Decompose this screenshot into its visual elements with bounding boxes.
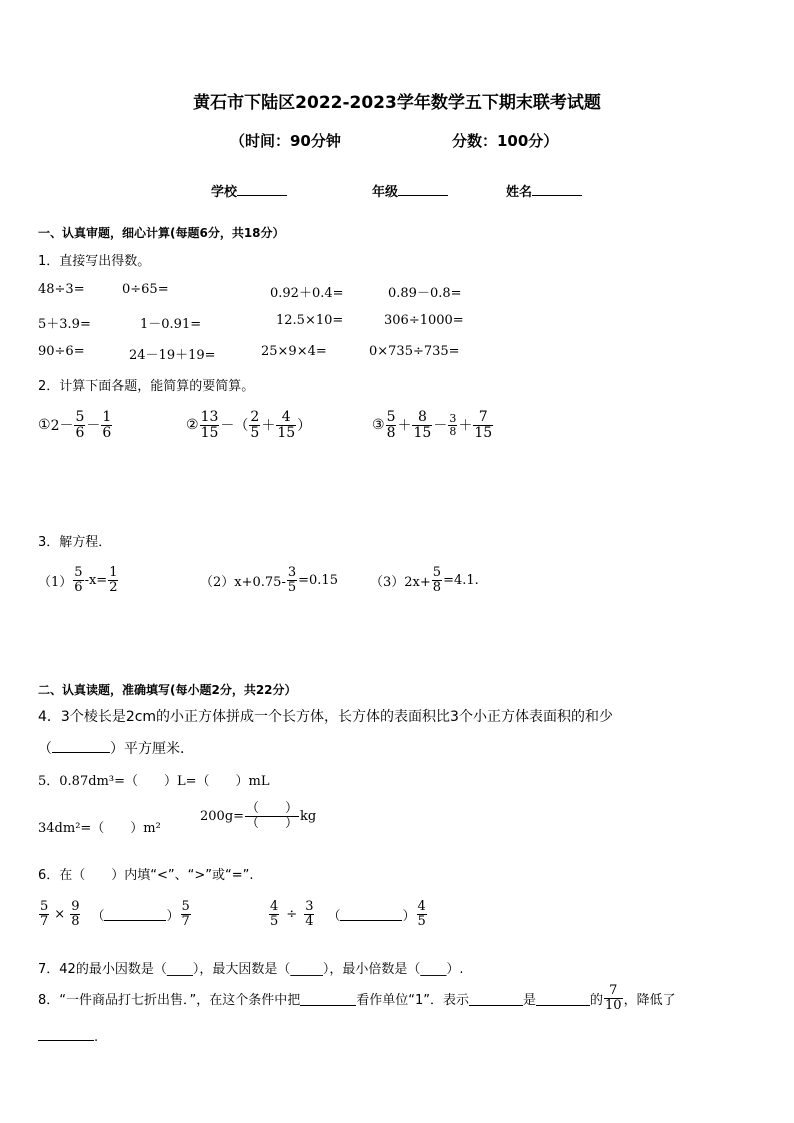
calc-item: 12.5×10= xyxy=(276,313,344,328)
fraction xyxy=(39,900,49,928)
operator-text: ＋ xyxy=(397,418,412,435)
q3-label: 3．解方程． xyxy=(38,535,112,550)
numerator: 5 xyxy=(432,565,442,580)
calc-item: 25×9×4= xyxy=(261,344,327,359)
fraction xyxy=(417,900,427,928)
paren-close: ） xyxy=(166,908,180,924)
q6-comparison-2 xyxy=(268,900,428,928)
numerator: 4 xyxy=(281,409,291,425)
calc-item: 5＋3.9= xyxy=(38,317,91,332)
equation-text: =4.1. xyxy=(443,572,479,588)
paren-open: （ xyxy=(38,741,52,757)
q5-weight-conversion xyxy=(200,802,316,830)
paren-close: ） xyxy=(402,908,416,924)
equation-prefix: （1） xyxy=(38,574,73,590)
grade-blank[interactable] xyxy=(398,194,448,196)
denominator: 10 xyxy=(605,997,622,1013)
answer-blank[interactable] xyxy=(300,1004,356,1006)
answer-blank[interactable] xyxy=(38,1039,94,1041)
compare-blank[interactable] xyxy=(340,919,402,921)
answer-blank[interactable] xyxy=(52,751,110,753)
numerator: 5 xyxy=(386,409,396,425)
numerator: 3 xyxy=(305,899,314,914)
operator-text: －（ xyxy=(220,418,249,435)
operator-text: 2－ xyxy=(50,418,74,435)
q8-text: ，降低了 xyxy=(623,992,676,1008)
circle-number-1: ① xyxy=(38,417,51,434)
equation-prefix: （3）2x+ xyxy=(370,574,431,590)
fraction xyxy=(386,410,397,440)
numerator: 4 xyxy=(417,899,426,914)
numerator: 5 xyxy=(40,899,49,914)
q4-unit-text: ）平方厘米． xyxy=(110,741,194,757)
fraction xyxy=(412,410,432,440)
fraction xyxy=(200,410,220,440)
numerator: 8 xyxy=(417,409,427,425)
fraction xyxy=(448,413,457,437)
grade-field xyxy=(372,181,448,200)
denominator: 8 xyxy=(432,579,442,595)
name-label: 姓名 xyxy=(506,185,533,200)
denominator: 15 xyxy=(277,424,296,441)
numerator: 3 xyxy=(287,565,297,580)
calc-item: 48÷3= xyxy=(38,282,85,297)
operator-text: ÷ xyxy=(286,906,298,922)
equation-text: 200g= xyxy=(200,808,245,824)
q2-label: 2．计算下面各题，能简算的要简算。 xyxy=(38,379,255,394)
calc-item: 306÷1000= xyxy=(384,313,464,328)
q6-comparison-1 xyxy=(38,900,192,928)
fraction xyxy=(276,410,296,440)
denominator: 6 xyxy=(102,424,112,441)
denominator: 5 xyxy=(250,424,260,441)
denominator: 6 xyxy=(74,579,83,595)
answer-blank[interactable] xyxy=(469,1004,523,1006)
paren-open: （ xyxy=(327,908,341,924)
equation-text: =0.15 xyxy=(298,572,338,588)
denominator: 4 xyxy=(305,913,314,929)
denominator: 2 xyxy=(109,579,118,595)
numerator: 13 xyxy=(200,409,219,425)
operator-text: － xyxy=(86,418,101,435)
circle-number-2: ② xyxy=(186,417,199,434)
denominator: 7 xyxy=(181,913,190,929)
name-field xyxy=(506,181,582,200)
numerator: 1 xyxy=(102,409,112,425)
school-blank[interactable] xyxy=(237,194,287,196)
denominator: 8 xyxy=(71,913,80,929)
denominator-blank[interactable]: （ ） xyxy=(246,815,299,831)
school-field xyxy=(211,181,287,200)
paren-open: （ xyxy=(91,908,105,924)
q8-text: 8．“一件商品打七折出售．”，在这个条件中把 xyxy=(38,992,301,1008)
fraction xyxy=(181,900,191,928)
fraction xyxy=(473,410,493,440)
equation-text: -x= xyxy=(84,572,108,588)
numerator: 1 xyxy=(109,565,118,580)
numerator: 7 xyxy=(609,983,618,998)
time-label: （时间：90分钟 xyxy=(230,132,341,150)
denominator: 8 xyxy=(386,424,396,441)
numerator: 4 xyxy=(270,899,279,914)
numerator-blank[interactable]: （ ） xyxy=(246,801,299,816)
denominator: 7 xyxy=(40,913,49,929)
q2-expression-1 xyxy=(38,410,113,440)
denominator: 5 xyxy=(287,579,297,595)
operator-text: × xyxy=(54,906,66,922)
equation-2 xyxy=(200,566,338,594)
calc-item: 0×735÷735= xyxy=(369,344,460,359)
operator-text: － xyxy=(433,418,448,435)
fraction xyxy=(108,566,118,594)
denominator: 5 xyxy=(270,913,279,929)
numerator: 5 xyxy=(74,565,83,580)
answer-blank[interactable] xyxy=(536,1004,590,1006)
numerator: 2 xyxy=(250,409,260,425)
q5-line-1: 5．0.87dm³=（ ）L=（ ）mL xyxy=(38,774,270,789)
operator-text: ＋ xyxy=(458,418,473,435)
q8-text: 的 xyxy=(590,992,604,1008)
q6-label: 6．在（ ）内填“<”、“>”或“=”. xyxy=(38,868,254,883)
equation-3 xyxy=(370,566,479,594)
calc-item: 24－19＋19= xyxy=(129,348,216,363)
q1-label: 1．直接写出得数。 xyxy=(38,254,151,269)
operator-text: ） xyxy=(297,418,312,435)
q8-line-1 xyxy=(38,984,676,1012)
calc-item: 90÷6= xyxy=(38,344,85,359)
fraction xyxy=(70,900,80,928)
grade-label: 年级 xyxy=(372,185,399,200)
fraction xyxy=(269,900,279,928)
numerator: 5 xyxy=(75,409,85,425)
denominator: 8 xyxy=(449,424,457,438)
calc-item: 0÷65= xyxy=(122,282,169,297)
q4-line-1: 4．3个棱长是2cm的小正方体拼成一个长方体，长方体的表面积比3个小正方体表面积的和少 xyxy=(38,709,613,725)
fraction xyxy=(101,410,112,440)
q8-line-2 xyxy=(38,1030,98,1045)
numerator: 5 xyxy=(181,899,190,914)
name-blank[interactable] xyxy=(532,194,582,196)
denominator: 6 xyxy=(75,424,85,441)
q8-text: 是 xyxy=(523,992,537,1008)
fraction xyxy=(249,410,260,440)
score-label: 分数：100分） xyxy=(452,132,559,150)
section1-heading: 一、认真审题，细心计算(每题6分，共18分） xyxy=(38,226,285,240)
calc-item: 0.89－0.8= xyxy=(388,286,462,301)
denominator: 15 xyxy=(413,424,432,441)
q5-area-conversion: 34dm²=（ ）m² xyxy=(38,821,161,836)
q8-text: . xyxy=(94,1030,99,1045)
page-title: 黄石市下陆区2022-2023学年数学五下期末联考试题 xyxy=(193,93,601,113)
q2-expression-2 xyxy=(186,410,311,440)
section2-heading: 二、认真读题，准确填写(每小题2分，共22分） xyxy=(38,683,297,697)
numerator: 7 xyxy=(478,409,488,425)
circle-number-3: ③ xyxy=(372,417,385,434)
q2-expression-3 xyxy=(372,410,494,440)
denominator: 15 xyxy=(200,424,219,441)
fraction xyxy=(245,802,299,830)
q4-line-2 xyxy=(38,738,194,758)
equation-1 xyxy=(38,566,119,594)
denominator: 15 xyxy=(474,424,493,441)
equation-prefix: （2）x+0.75- xyxy=(200,574,286,590)
compare-blank[interactable] xyxy=(104,919,166,921)
denominator: 5 xyxy=(417,913,426,929)
fraction xyxy=(304,900,314,928)
fraction xyxy=(604,984,623,1012)
fraction xyxy=(73,566,83,594)
numerator: 3 xyxy=(449,412,457,426)
calc-item: 1－0.91= xyxy=(140,317,202,332)
q7-text: 7．42的最小因数是（____），最大因数是（_____），最小倍数是（____）. xyxy=(38,962,464,977)
fraction xyxy=(74,410,85,440)
fraction xyxy=(287,566,297,594)
school-label: 学校 xyxy=(211,185,238,200)
numerator: 9 xyxy=(71,899,80,914)
q8-text: 看作单位“1”．表示 xyxy=(356,992,469,1008)
fraction xyxy=(432,566,442,594)
calc-item: 0.92＋0.4= xyxy=(270,286,344,301)
unit-text: kg xyxy=(300,808,317,824)
operator-text: ＋ xyxy=(261,418,276,435)
